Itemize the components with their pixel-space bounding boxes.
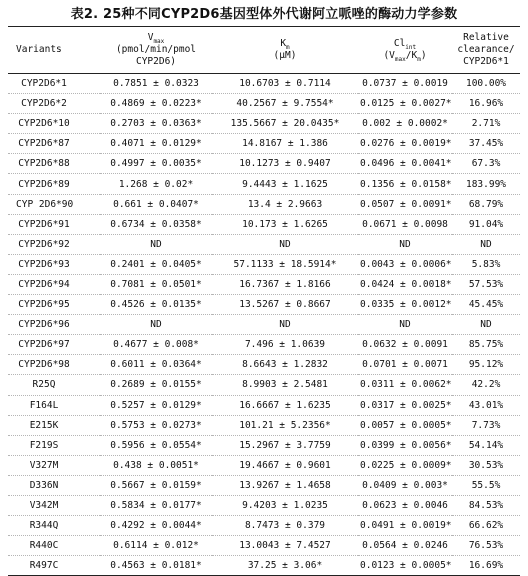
cell-km: 8.7473 ± 0.379 xyxy=(212,516,358,536)
cell-relative-clearance: 43.01% xyxy=(452,395,520,415)
cell-relative-clearance: 7.73% xyxy=(452,415,520,435)
header-vmax-symbol: $V_{max}$ xyxy=(147,32,165,45)
cell-km: 37.25 ± 3.06* xyxy=(247,560,323,572)
cell-clint: 0.0043 ± 0.0006* xyxy=(358,254,452,274)
cell-clint: 0.0225 ± 0.0009* xyxy=(358,455,452,475)
cell-variant: CYP2D6*93 xyxy=(8,254,100,274)
header-relative-clearance: Relative clearance/ CYP2D6*1 xyxy=(452,27,520,74)
cell-relative-clearance: ND xyxy=(452,315,520,335)
cell-variant: CYP2D6*89 xyxy=(8,174,100,194)
cell-clint: 0.0311 ± 0.0062* xyxy=(358,375,452,395)
cell-km: ND xyxy=(212,315,358,335)
cell-clint: 0.0564 ± 0.0246 xyxy=(358,536,452,556)
cell-variant: CYP2D6*97 xyxy=(8,335,100,355)
header-clint-symbol: $Cl_{int}$ xyxy=(393,38,417,51)
cell-vmax: 0.2689 ± 0.0155* xyxy=(100,375,212,395)
cell-km: 9.4443 ± 1.1625 xyxy=(212,174,358,194)
cell-clint: 0.0623 ± 0.0046 xyxy=(358,495,452,515)
cell-vmax: 0.4997 ± 0.0035* xyxy=(100,154,212,174)
cell-vmax: ND xyxy=(100,315,212,335)
cell-km: 19.4667 ± 0.9601 xyxy=(212,455,358,475)
cell-km: 16.6667 ± 1.6235 xyxy=(212,395,358,415)
table-row xyxy=(8,536,520,556)
table-row xyxy=(8,234,520,254)
cell-relative-clearance: 68.79% xyxy=(452,194,520,214)
table-row xyxy=(8,355,520,375)
cell-clint: 0.0424 ± 0.0018* xyxy=(358,274,452,294)
table-body xyxy=(8,74,520,576)
table-row xyxy=(8,154,520,174)
cell-km: 10.1273 ± 0.9407 xyxy=(212,154,358,174)
table-title: 表2. 25种不同CYP2D6基因型体外代谢阿立哌唑的酶动力学参数 xyxy=(70,7,458,22)
cell-variant: CYP2D6*87 xyxy=(8,134,100,154)
table-row xyxy=(8,94,520,114)
cell-clint: 0.0399 ± 0.0056* xyxy=(358,435,452,455)
cell-vmax: 0.438 ± 0.0051* xyxy=(100,455,212,475)
cell-variant: CYP2D6*10 xyxy=(8,114,100,134)
header-km-unit: (μM) xyxy=(273,50,297,61)
table-row xyxy=(8,495,520,515)
cell-km: 13.0043 ± 7.4527 xyxy=(212,536,358,556)
cell-clint: 0.0317 ± 0.0025* xyxy=(358,395,452,415)
cell-vmax: 0.4292 ± 0.0044* xyxy=(100,516,212,536)
cell-clint: 0.0671 ± 0.0098 xyxy=(358,214,452,234)
cell-clint: 0.0491 ± 0.0019* xyxy=(358,516,452,536)
cell-relative-clearance: 16.69% xyxy=(468,560,504,572)
cell-relative-clearance: 57.53% xyxy=(452,274,520,294)
cell-clint: 0.0737 ± 0.0019 xyxy=(358,74,452,94)
cell-vmax: 0.5753 ± 0.0273* xyxy=(100,415,212,435)
header-row xyxy=(8,27,520,74)
cell-clint: 0.0701 ± 0.0071 xyxy=(358,355,452,375)
cell-km: 13.4 ± 2.9663 xyxy=(212,194,358,214)
cell-vmax: 0.2401 ± 0.0405* xyxy=(100,254,212,274)
cell-km: 10.173 ± 1.6265 xyxy=(212,214,358,234)
cell-variant: CYP2D6*2 xyxy=(8,94,100,114)
cell-variant: CYP2D6*98 xyxy=(8,355,100,375)
cell-variant: CYP2D6*95 xyxy=(8,295,100,315)
table-row xyxy=(8,174,520,194)
cell-variant: R497C xyxy=(29,560,59,572)
cell-variant: V327M xyxy=(8,455,100,475)
cell-vmax: 0.7851 ± 0.0323 xyxy=(100,74,212,94)
cell-clint: 0.0409 ± 0.003* xyxy=(358,475,452,495)
cell-vmax: 0.4677 ± 0.008* xyxy=(100,335,212,355)
cell-km: 9.4203 ± 1.0235 xyxy=(212,495,358,515)
table-row xyxy=(8,455,520,475)
table-row xyxy=(8,295,520,315)
cell-km: 7.496 ± 1.0639 xyxy=(212,335,358,355)
cell-vmax: 0.6734 ± 0.0358* xyxy=(100,214,212,234)
cell-relative-clearance: 54.14% xyxy=(452,435,520,455)
cell-vmax: 0.5667 ± 0.0159* xyxy=(100,475,212,495)
cell-relative-clearance: 76.53% xyxy=(452,536,520,556)
header-variants: Variants xyxy=(8,27,100,74)
header-km-symbol: $K_m$ xyxy=(280,38,290,51)
cell-vmax: 0.5956 ± 0.0554* xyxy=(100,435,212,455)
cell-vmax: 0.4563 ± 0.0181* xyxy=(110,560,202,572)
cell-variant: F164L xyxy=(8,395,100,415)
cell-variant: CYP2D6*92 xyxy=(8,234,100,254)
cell-variant: CYP2D6*91 xyxy=(8,214,100,234)
header-clint-formula: $(V_{max}/K_m)$ xyxy=(383,50,427,63)
cell-relative-clearance: 45.45% xyxy=(452,295,520,315)
cell-variant: CYP2D6*96 xyxy=(8,315,100,335)
table-row xyxy=(8,194,520,214)
cell-km: 10.6703 ± 0.7114 xyxy=(212,74,358,94)
cell-relative-clearance: 183.99% xyxy=(452,174,520,194)
table-row xyxy=(8,274,520,294)
table-row xyxy=(8,556,520,576)
cell-relative-clearance: 5.83% xyxy=(452,254,520,274)
cell-relative-clearance: ND xyxy=(452,234,520,254)
cell-relative-clearance: 30.53% xyxy=(452,455,520,475)
cell-clint: 0.0125 ± 0.0027* xyxy=(358,94,452,114)
cell-variant: F219S xyxy=(8,435,100,455)
cell-vmax: 0.4071 ± 0.0129* xyxy=(100,134,212,154)
cell-km: 8.6643 ± 1.2832 xyxy=(212,355,358,375)
table-row xyxy=(8,335,520,355)
cell-relative-clearance: 37.45% xyxy=(452,134,520,154)
cell-relative-clearance: 2.71% xyxy=(452,114,520,134)
cell-clint: 0.0632 ± 0.0091 xyxy=(358,335,452,355)
cell-relative-clearance: 95.12% xyxy=(452,355,520,375)
table-row xyxy=(8,475,520,495)
table-row xyxy=(8,435,520,455)
cell-km: 101.21 ± 5.2356* xyxy=(212,415,358,435)
cell-vmax: 0.6114 ± 0.012* xyxy=(100,536,212,556)
cell-clint: 0.0507 ± 0.0091* xyxy=(358,194,452,214)
cell-relative-clearance: 100.00% xyxy=(452,74,520,94)
header-km xyxy=(212,27,358,74)
cell-variant: CYP2D6*88 xyxy=(8,154,100,174)
cell-variant: CYP2D6*94 xyxy=(8,274,100,294)
cell-variant: E215K xyxy=(8,415,100,435)
cell-variant: V342M xyxy=(8,495,100,515)
header-vmax xyxy=(100,27,212,74)
cell-variant: CYP 2D6*90 xyxy=(8,194,100,214)
cell-relative-clearance: 91.04% xyxy=(452,214,520,234)
cell-clint: 0.0123 ± 0.0005* xyxy=(360,560,452,572)
cell-relative-clearance: 67.3% xyxy=(452,154,520,174)
cell-km: 15.2967 ± 3.7759 xyxy=(212,435,358,455)
cell-km: 14.8167 ± 1.386 xyxy=(212,134,358,154)
cell-relative-clearance: 16.96% xyxy=(452,94,520,114)
header-vmax-unit-2: CYP2D6) xyxy=(135,56,177,67)
header-vmax-unit-1: (pmol/min/pmol xyxy=(115,44,197,55)
cell-clint: 0.0335 ± 0.0012* xyxy=(358,295,452,315)
cell-km: 40.2567 ± 9.7554* xyxy=(212,94,358,114)
cell-clint: 0.1356 ± 0.0158* xyxy=(358,174,452,194)
cell-km: 13.9267 ± 1.4658 xyxy=(212,475,358,495)
cell-km: 13.5267 ± 0.8667 xyxy=(212,295,358,315)
cell-clint: 0.0496 ± 0.0041* xyxy=(358,154,452,174)
cell-vmax: 1.268 ± 0.02* xyxy=(100,174,212,194)
cell-vmax: 0.5257 ± 0.0129* xyxy=(100,395,212,415)
cell-km: ND xyxy=(212,234,358,254)
cell-km: 16.7367 ± 1.8166 xyxy=(212,274,358,294)
cell-vmax: 0.6011 ± 0.0364* xyxy=(100,355,212,375)
table-row xyxy=(8,74,520,94)
cell-variant: D336N xyxy=(8,475,100,495)
cell-clint: ND xyxy=(358,315,452,335)
cell-vmax: 0.5834 ± 0.0177* xyxy=(100,495,212,515)
table-row xyxy=(8,395,520,415)
table-row xyxy=(8,516,520,536)
cell-variant: R440C xyxy=(8,536,100,556)
cell-relative-clearance: 42.2% xyxy=(452,375,520,395)
cell-relative-clearance: 55.5% xyxy=(452,475,520,495)
cell-variant: R25Q xyxy=(8,375,100,395)
header-clint xyxy=(358,27,452,74)
table-row xyxy=(8,315,520,335)
table-row xyxy=(8,415,520,435)
cell-vmax: 0.7081 ± 0.0501* xyxy=(100,274,212,294)
table-row xyxy=(8,254,520,274)
kinetics-table xyxy=(8,26,520,576)
cell-vmax: ND xyxy=(100,234,212,254)
table-row xyxy=(8,114,520,134)
cell-relative-clearance: 85.75% xyxy=(452,335,520,355)
cell-vmax: 0.4526 ± 0.0135* xyxy=(100,295,212,315)
cell-variant: R344Q xyxy=(8,516,100,536)
table-row xyxy=(8,214,520,234)
cell-km: 57.1133 ± 18.5914* xyxy=(212,254,358,274)
cell-km: 8.9903 ± 2.5481 xyxy=(212,375,358,395)
cell-vmax: 0.4869 ± 0.0223* xyxy=(100,94,212,114)
cell-clint: ND xyxy=(358,234,452,254)
cell-km: 135.5667 ± 20.0435* xyxy=(212,114,358,134)
cell-variant: CYP2D6*1 xyxy=(8,74,100,94)
table-row xyxy=(8,134,520,154)
cell-relative-clearance: 84.53% xyxy=(452,495,520,515)
cell-clint: 0.002 ± 0.0002* xyxy=(358,114,452,134)
cell-vmax: 0.661 ± 0.0407* xyxy=(100,194,212,214)
cell-vmax: 0.2703 ± 0.0363* xyxy=(100,114,212,134)
cell-relative-clearance: 66.62% xyxy=(452,516,520,536)
table-row xyxy=(8,375,520,395)
cell-clint: 0.0276 ± 0.0019* xyxy=(358,134,452,154)
cell-clint: 0.0057 ± 0.0005* xyxy=(358,415,452,435)
